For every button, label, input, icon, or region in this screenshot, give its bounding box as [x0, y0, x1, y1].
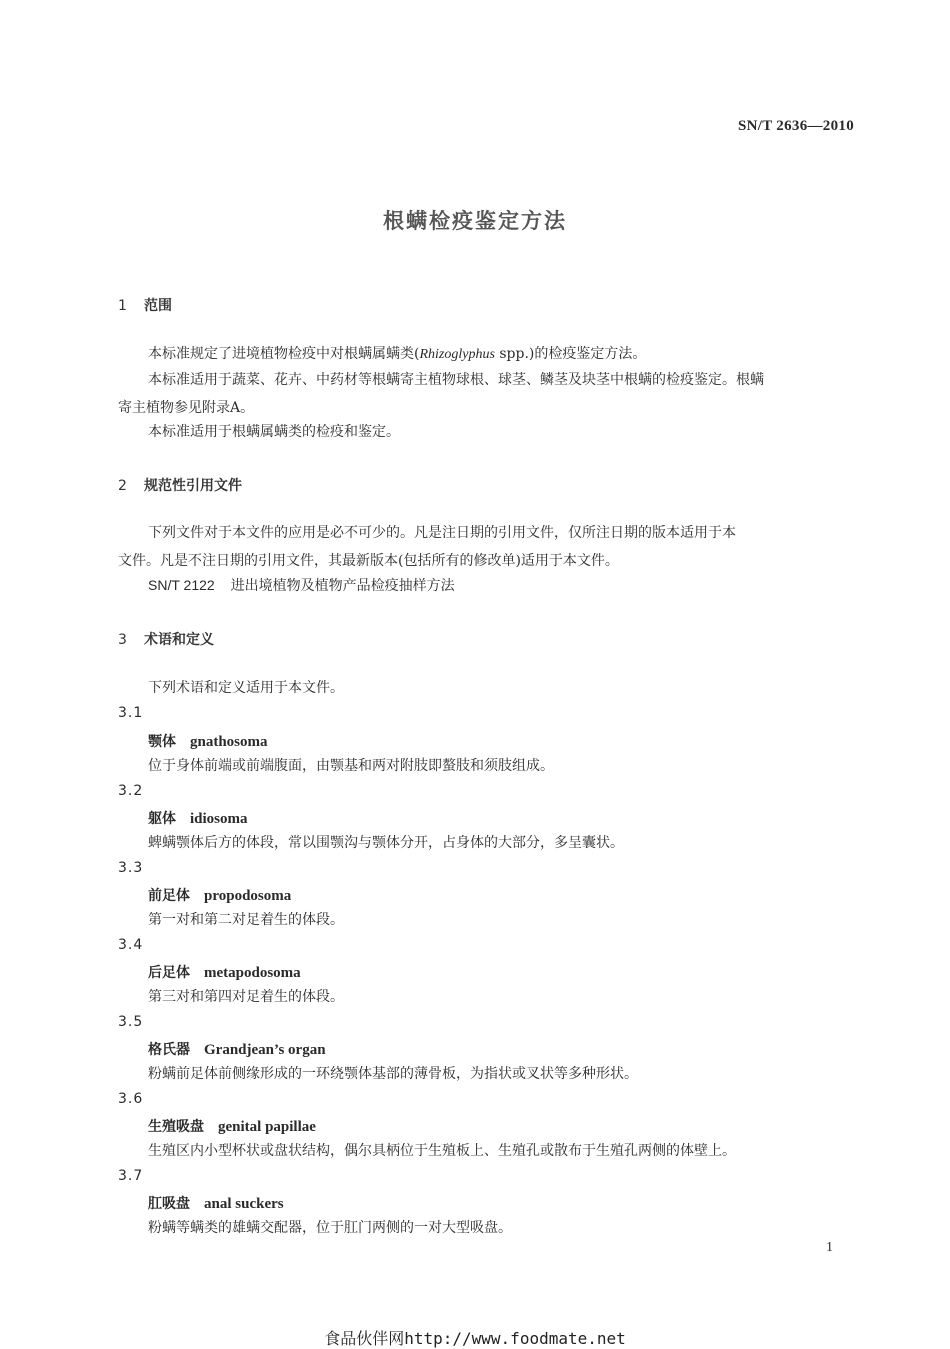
- section-1-paragraph-2-line-2: 寄主植物参见附录A。: [118, 400, 255, 416]
- term-definition: 第三对和第四对足着生的体段。: [148, 989, 344, 1005]
- section-1-heading: [118, 295, 172, 315]
- term-number: 3.6: [118, 1091, 144, 1107]
- term-number: 3.7: [118, 1168, 144, 1184]
- document-title: 根螨检疫鉴定方法: [383, 209, 567, 233]
- term-en: Grandjean’s organ: [204, 1042, 326, 1058]
- section-2-heading: [118, 475, 242, 495]
- section-1-paragraph-2-line-1: 本标准适用于蔬菜、花卉、中药材等根螨寄主植物球根、球茎、鳞茎及块茎中根螨的检疫鉴定。根螨: [148, 372, 764, 388]
- term-en: idiosoma: [190, 811, 248, 827]
- term-cn: 后足体: [148, 965, 190, 981]
- term-en: anal suckers: [204, 1196, 284, 1212]
- section-number: 3: [118, 632, 127, 648]
- section-1-paragraph-1: [148, 345, 646, 364]
- section-2-paragraph-1-line-1: 下列文件对于本文件的应用是必不可少的。凡是注日期的引用文件，仅所注日期的版本适用于本: [148, 525, 736, 541]
- section-title: 规范性引用文件: [144, 478, 242, 494]
- term-number: 3.5: [118, 1014, 144, 1030]
- term-cn: 生殖吸盘: [148, 1119, 204, 1135]
- section-2-paragraph-1-line-2: 文件。凡是不注日期的引用文件，其最新版本(包括所有的修改单)适用于本文件。: [118, 553, 619, 569]
- term-definition: 蜱螨颚体后方的体段，常以围颚沟与颚体分开，占身体的大部分，多呈囊状。: [148, 835, 624, 851]
- term-en: gnathosoma: [190, 734, 268, 750]
- page-number: 1: [826, 1240, 833, 1255]
- term-heading: [148, 731, 268, 751]
- term-heading: [148, 885, 291, 905]
- term-number: 3.1: [118, 705, 144, 721]
- term-en: metapodosoma: [204, 965, 301, 981]
- term-heading: [148, 808, 248, 828]
- section-title: 术语和定义: [144, 632, 214, 648]
- term-definition: 粉螨前足体前侧缘形成的一环绕颚体基部的薄骨板，为指状或叉状等多种形状。: [148, 1066, 638, 1082]
- standard-code: SN/T 2636—2010: [737, 118, 854, 134]
- term-definition: 粉螨等螨类的雄螨交配器，位于肛门两侧的一对大型吸盘。: [148, 1220, 512, 1236]
- term-number: 3.2: [118, 783, 144, 799]
- term-en: genital papillae: [218, 1119, 316, 1135]
- term-cn: 格氏器: [148, 1042, 190, 1058]
- reference-code: SN/T 2122: [148, 577, 215, 593]
- term-cn: 躯体: [148, 811, 176, 827]
- term-cn: 肛吸盘: [148, 1196, 190, 1212]
- term-heading: [148, 1116, 316, 1136]
- section-1-paragraph-3: 本标准适用于根螨属螨类的检疫和鉴定。: [148, 424, 400, 440]
- term-heading: [148, 962, 301, 982]
- term-definition: 生殖区内小型杯状或盘状结构，偶尔具柄位于生殖板上、生殖孔或散布于生殖孔两侧的体壁上。: [148, 1143, 736, 1159]
- normative-reference: [148, 576, 455, 595]
- text-run: spp.)的检疫鉴定方法。: [494, 346, 647, 362]
- reference-title: 进出境植物及植物产品检疫抽样方法: [230, 578, 455, 594]
- section-3-heading: [118, 629, 214, 649]
- genus-name: Rhizoglyphus: [419, 347, 495, 362]
- section-title: 范围: [144, 298, 172, 314]
- section-number: 2: [118, 478, 127, 494]
- footer-watermark: 食品伙伴网http://www.foodmate.net: [324, 1329, 626, 1348]
- section-3-intro: 下列术语和定义适用于本文件。: [148, 680, 344, 696]
- term-definition: 第一对和第二对足着生的体段。: [148, 912, 344, 928]
- term-en: propodosoma: [204, 888, 292, 904]
- text-run: 本标准规定了进境植物检疫中对根螨属螨类(: [148, 346, 420, 362]
- term-heading: [148, 1193, 284, 1213]
- term-number: 3.4: [118, 937, 144, 953]
- term-cn: 颚体: [148, 734, 176, 750]
- term-cn: 前足体: [148, 888, 190, 904]
- term-definition: 位于身体前端或前端腹面，由颚基和两对附肢即螯肢和须肢组成。: [148, 758, 554, 774]
- section-number: 1: [118, 298, 127, 314]
- term-number: 3.3: [118, 860, 144, 876]
- term-heading: [148, 1039, 326, 1059]
